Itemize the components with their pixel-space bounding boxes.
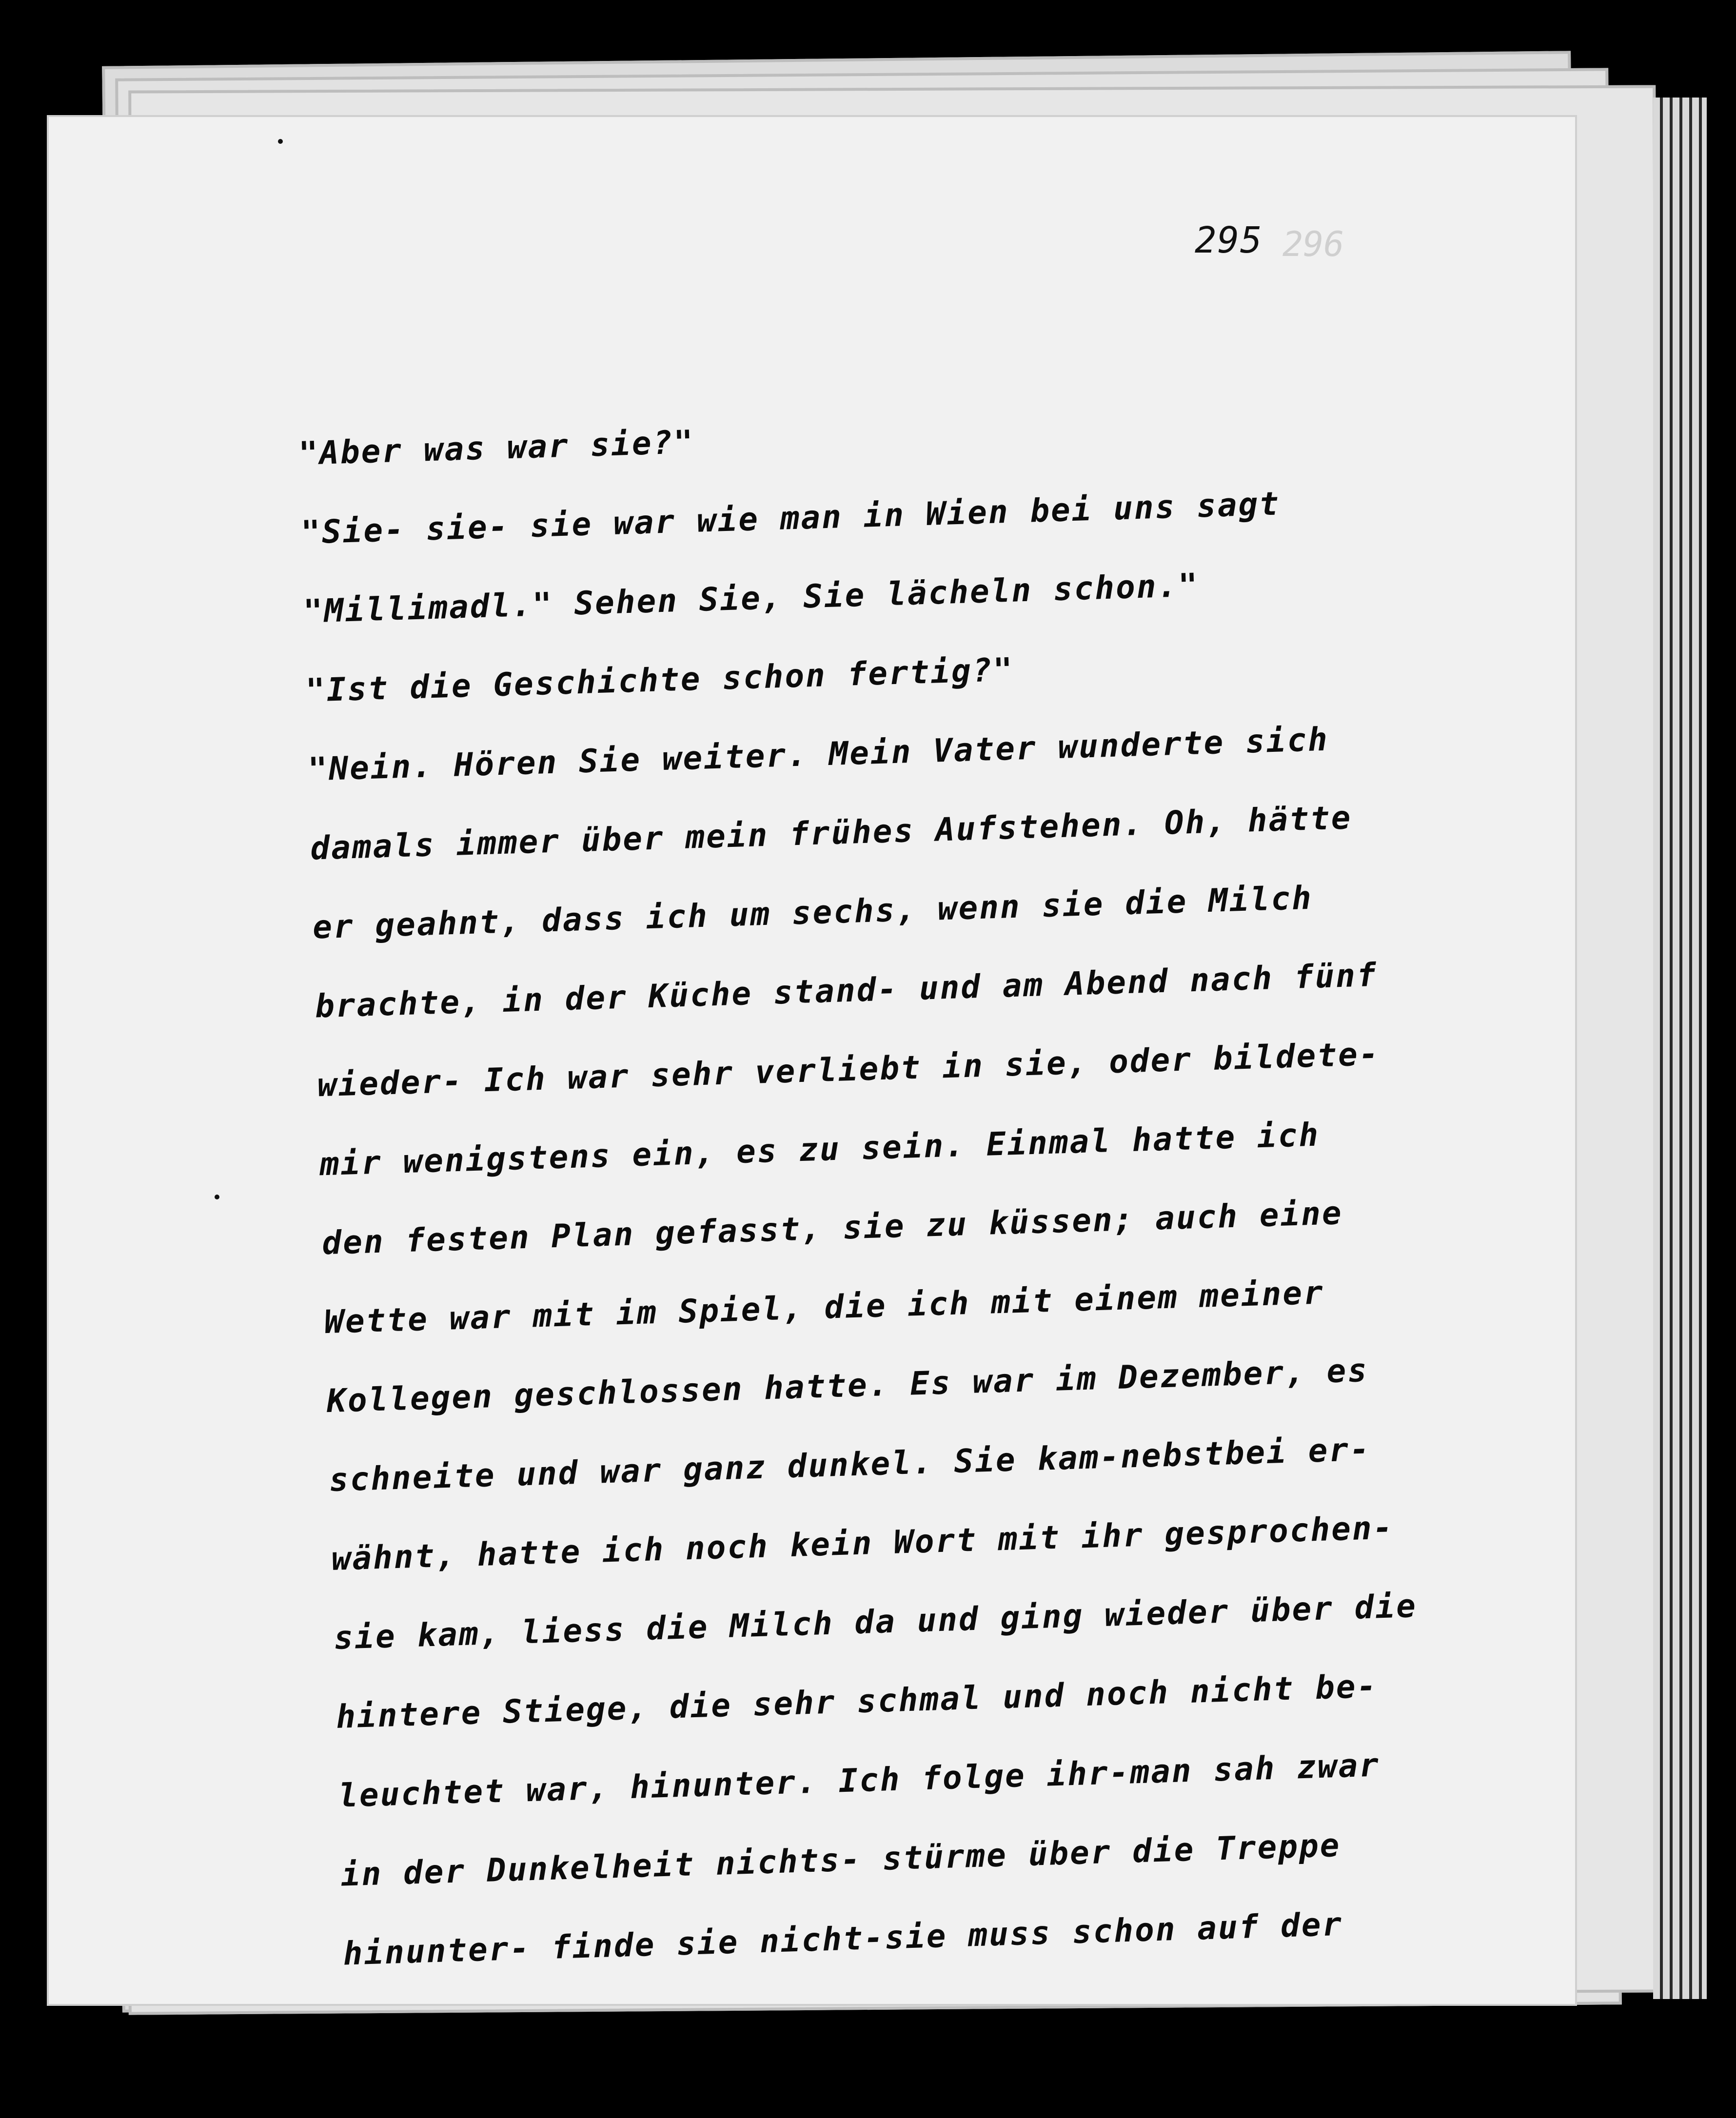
- text-line: den festen Plan gefasst, sie zu küssen; auch eine: [321, 1194, 1343, 1262]
- text-line: damals immer über mein frühes Aufstehen. Oh, hätte: [310, 799, 1353, 867]
- text-line: "Ist die Geschichte schon fertig?": [305, 650, 1015, 709]
- typewritten-page: [49, 117, 1575, 2004]
- text-line: wähnt, hatte ich noch kein Wort mit ihr gesprochen-: [331, 1509, 1395, 1578]
- text-line: hinunter- finde sie nicht-sie muss schon auf der: [342, 1905, 1344, 1973]
- reverse-side-showthrough: [288, 351, 1506, 385]
- text-line: "Sie- sie- sie war wie man in Wien bei uns sagt: [300, 485, 1281, 551]
- ink-speck: [278, 139, 283, 144]
- text-line: Wette war mit im Spiel, die ich mit einem meiner: [324, 1274, 1325, 1341]
- text-line: "Nein. Hören Sie weiter. Mein Vater wunderte sich: [307, 720, 1329, 788]
- ink-speck: [215, 1195, 219, 1199]
- text-line: "Aber was war sie?": [298, 423, 695, 472]
- text-line: schneite und war ganz dunkel. Sie kam-nebstbei er-: [328, 1430, 1371, 1499]
- typed-text-block: [297, 376, 1575, 1994]
- text-line: sie kam, liess die Milch da und ging wieder über die: [333, 1587, 1418, 1657]
- page-stack-edges: [1653, 98, 1707, 1999]
- text-line: hintere Stiege, die sehr schmal und noch nicht be-: [335, 1667, 1379, 1736]
- text-line: mir wenigstens ein, es zu sein. Einmal hatte ich: [319, 1116, 1321, 1183]
- page-number: 295: [1195, 219, 1263, 261]
- text-line: wieder- Ich war sehr verliebt in sie, oder bildete-: [316, 1035, 1381, 1104]
- page-number-showthrough: 296: [1282, 224, 1344, 264]
- text-line: in der Dunkelheit nichts- stürme über die Treppe: [340, 1826, 1341, 1894]
- text-line: er geahnt, dass ich um sechs, wenn sie die Milch: [312, 879, 1313, 946]
- text-line: brachte, in der Küche stand- und am Abend nach fünf: [314, 956, 1378, 1025]
- text-line: "Millimadl." Sehen Sie, Sie lächeln schon.": [302, 566, 1200, 630]
- text-line: Kollegen geschlossen hatte. Es war im Dezember, es: [326, 1351, 1369, 1420]
- text-line: leuchtet war, hinunter. Ich folge ihr-man sah zwar: [337, 1746, 1381, 1815]
